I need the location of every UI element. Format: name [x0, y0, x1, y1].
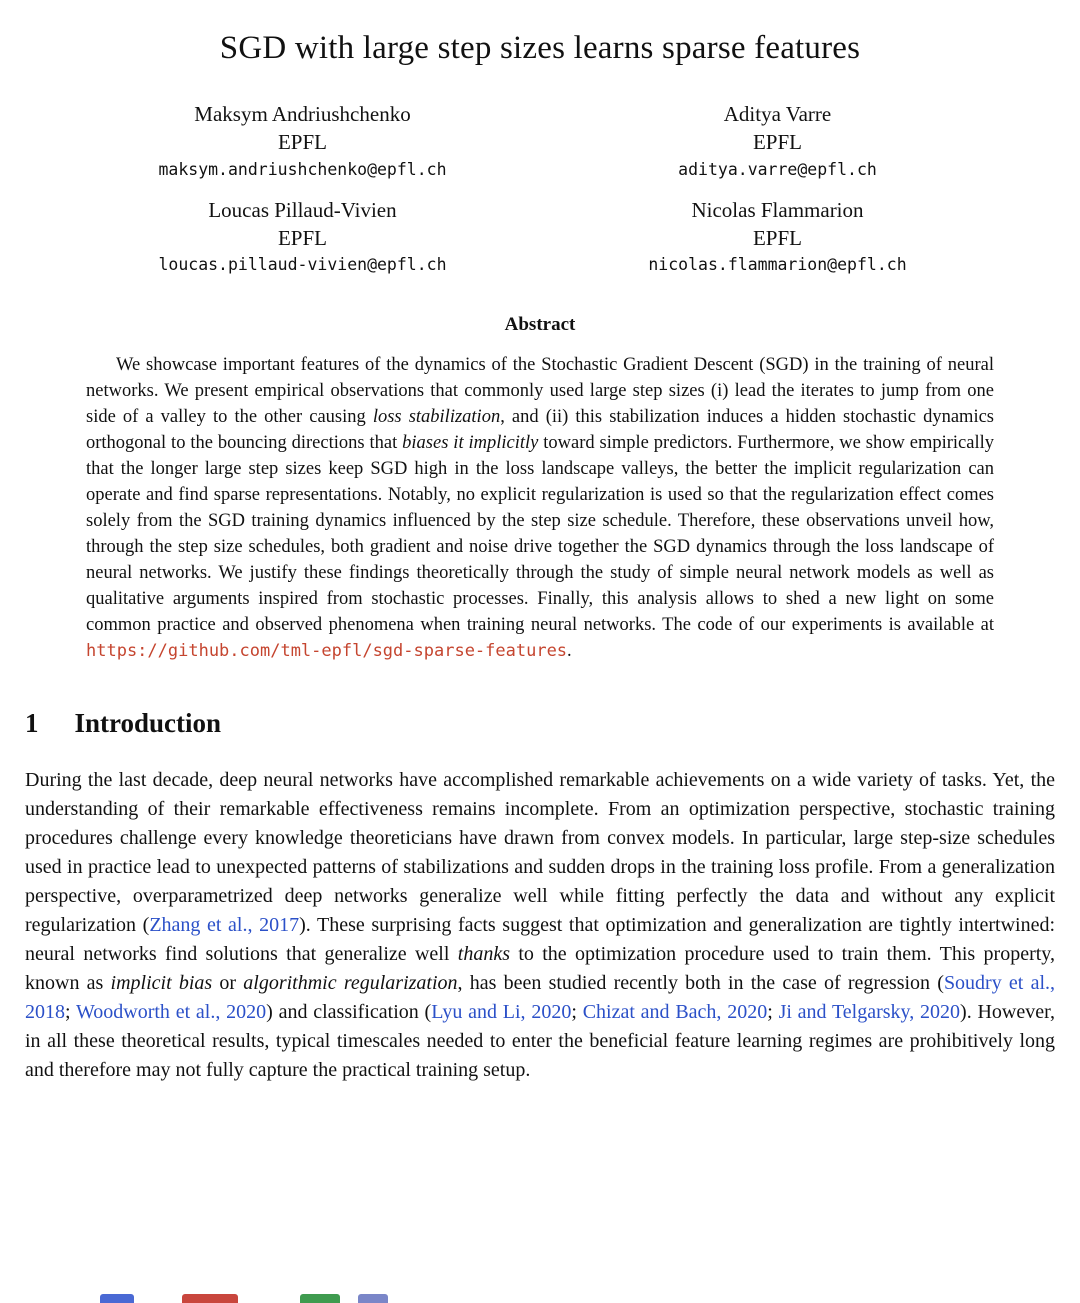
- text-run: to the optimization procedure used to train them. This property, known as: [25, 943, 1056, 994]
- citation-link[interactable]: Zhang et al., 2017: [149, 914, 300, 936]
- citation-link[interactable]: Soudry et al., 2018: [25, 972, 1056, 1023]
- text-run: toward simple predictors. Furthermore, we show empirically that the longer large step sizes keep SGD high in the loss landscape valleys, the better the implicit regularization can operate and find sparse representations. Notably, no explicit regularization is used so that the regularization effect comes solely from the SGD training dynamics influenced by the step size schedule. Therefore, these observations unveil how, through the step size schedules, both gradient and noise drive together the SGD dynamics through the loss landscape of neural networks. We justify these findings theoretically through the study of simple neural network models as well as qualitative arguments inspired from stochastic processes. Finally, this analysis allows to shed a new light on some common practice and observed phenomena when training neural networks. The code of our experiments is available at: [86, 433, 994, 635]
- text-run: ;: [767, 1001, 779, 1023]
- author-name: Loucas Pillaud-Vivien: [208, 197, 397, 222]
- citation-link[interactable]: Woodworth et al., 2020: [75, 1001, 267, 1023]
- author-email: loucas.pillaud-vivien@epfl.ch: [158, 255, 447, 274]
- author-card: [80, 197, 525, 275]
- citation-link[interactable]: Ji and Telgarsky, 2020: [778, 1001, 961, 1023]
- figure-sliver-mark: [182, 1294, 238, 1303]
- author-name: Nicolas Flammarion: [691, 197, 864, 222]
- text-run: ;: [571, 1001, 583, 1023]
- figure-sliver-mark: [358, 1294, 388, 1303]
- text-run: , and (ii) this stabilization induces a hidden stochastic dynamics orthogonal to the bouncing directions that: [86, 407, 994, 453]
- text-run: , has been studied recently both in the case of regression (: [457, 972, 944, 994]
- text-run: thanks: [457, 943, 510, 965]
- intro-paragraph: [25, 766, 1055, 1085]
- github-link[interactable]: https://github.com/tml-epfl/sgd-sparse-features: [86, 641, 568, 661]
- author-card: [80, 101, 525, 179]
- citation-link[interactable]: Chizat and Bach, 2020: [582, 1001, 768, 1023]
- text-run: .: [567, 641, 572, 661]
- text-run: During the last decade, deep neural networks have accomplished remarkable achievements on a wide variety of tasks. Yet, the understanding of their remarkable effectiveness remains incomplete. From an optimization perspective, stochastic training procedures challenge every knowledge theoreticians have drawn from convex models. In particular, large step-size schedules used in practice lead to unexpected patterns of stabilizations and sudden drops in the training loss profile. From a generalization perspective, overparametrized deep networks generalize well while fitting perfectly the data and without any explicit regularization (: [25, 769, 1055, 936]
- figure-sliver: [100, 1294, 388, 1303]
- abstract-text: [86, 352, 994, 664]
- figure-sliver-mark: [300, 1294, 340, 1303]
- author-block: [80, 101, 1000, 274]
- abstract-heading: Abstract: [504, 314, 576, 335]
- citation-link[interactable]: Lyu and Li, 2020: [431, 1001, 572, 1023]
- text-run: ) and classification (: [266, 1001, 432, 1023]
- author-name: Maksym Andriushchenko: [194, 102, 411, 126]
- author-card: [555, 197, 1000, 275]
- author-affiliation: EPFL: [752, 225, 802, 250]
- author-email: maksym.andriushchenko@epfl.ch: [158, 159, 447, 179]
- section-number: 1: [25, 708, 39, 738]
- text-run: implicit bias: [110, 972, 213, 994]
- text-run: biases it implicitly: [402, 433, 539, 453]
- text-run: ). However, in all these theoretical results, typical timescales needed to enter the beneficial feature learning regimes are prohibitively long and therefore may not fully capture the practical training setup.: [25, 1001, 1055, 1081]
- text-run: ). These surprising facts suggest that optimization and generalization are tightly intertwined: neural networks find solutions that generalize well: [25, 914, 1056, 965]
- abstract-section: [25, 314, 1055, 664]
- author-card: [555, 101, 1000, 179]
- text-run: or: [212, 972, 244, 994]
- author-name: Aditya Varre: [723, 102, 832, 126]
- text-run: We showcase important features of the dynamics of the Stochastic Gradient Descent (SGD) in the training of neural networks. We present empirical observations that commonly used large step sizes (i) lead the iterates to jump from one side of a valley to the other causing: [86, 355, 994, 427]
- paper-title: SGD with large step sizes learns sparse features: [219, 30, 861, 66]
- author-affiliation: EPFL: [277, 225, 327, 250]
- author-affiliation: EPFL: [277, 130, 327, 155]
- figure-sliver-mark: [100, 1294, 134, 1303]
- author-email: nicolas.flammarion@epfl.ch: [648, 255, 907, 274]
- text-run: loss stabilization: [372, 407, 501, 427]
- author-affiliation: EPFL: [752, 130, 802, 155]
- section-heading: [25, 708, 1055, 739]
- text-run: algorithmic regularization: [243, 972, 458, 994]
- text-run: ;: [65, 1001, 76, 1023]
- section-title: Introduction: [74, 708, 222, 738]
- author-email: aditya.varre@epfl.ch: [678, 159, 877, 179]
